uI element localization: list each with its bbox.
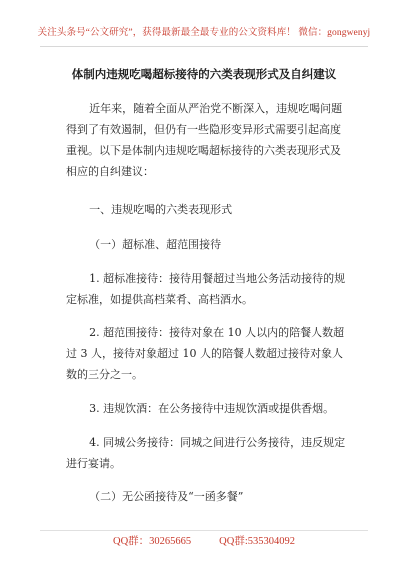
section-heading: 一、违规吃喝的六类表现形式 [89,203,233,216]
intro-paragraph: 近年来，随着全面从严治党不断深入，违规吃喝问题得到了有效遏制，但仍有一些隐形变异形式需要引起高度重视。以下是体制内违规吃喝超标接待的六类表现形式及相应的自纠建议： [66,102,343,178]
header-banner: 关注头条号“公文研究”，获得最新最全最专业的公文资料库！ 微信：gongwenyj [37,28,371,38]
footer-qq-group-1: QQ群：30265665 [112,536,192,547]
header-divider [40,46,368,47]
list-item-drinking: 3. 违规饮酒：在公务接待中违规饮酒或提供香烟。 [89,402,335,415]
list-item-same-city: 4. 同城公务接待：同城之间进行公务接待，违反规定进行宴请。 [66,436,346,470]
subsection-heading: （二）无公函接待及“一函多餐” [89,490,244,503]
footer [0,533,408,548]
footer-divider [40,530,368,531]
subsection-heading: （一）超标准、超范围接待 [89,238,222,251]
list-item-over-scope: 2. 超范围接待：接待对象在 10 人以内的陪餐人数超过 3 人，接待对象超过 10 人的陪餐人数超过接待对象人数的三分之一。 [66,326,345,381]
footer-qq-group-2: QQ群:535304092 [219,536,295,547]
document-title: 体制内违规吃喝超标接待的六类表现形式及自纠建议 [71,67,337,81]
list-item-over-standard: 1. 超标准接待：接待用餐超过当地公务活动接待的规定标准，如提供高档菜肴、高档酒水。 [66,272,346,306]
